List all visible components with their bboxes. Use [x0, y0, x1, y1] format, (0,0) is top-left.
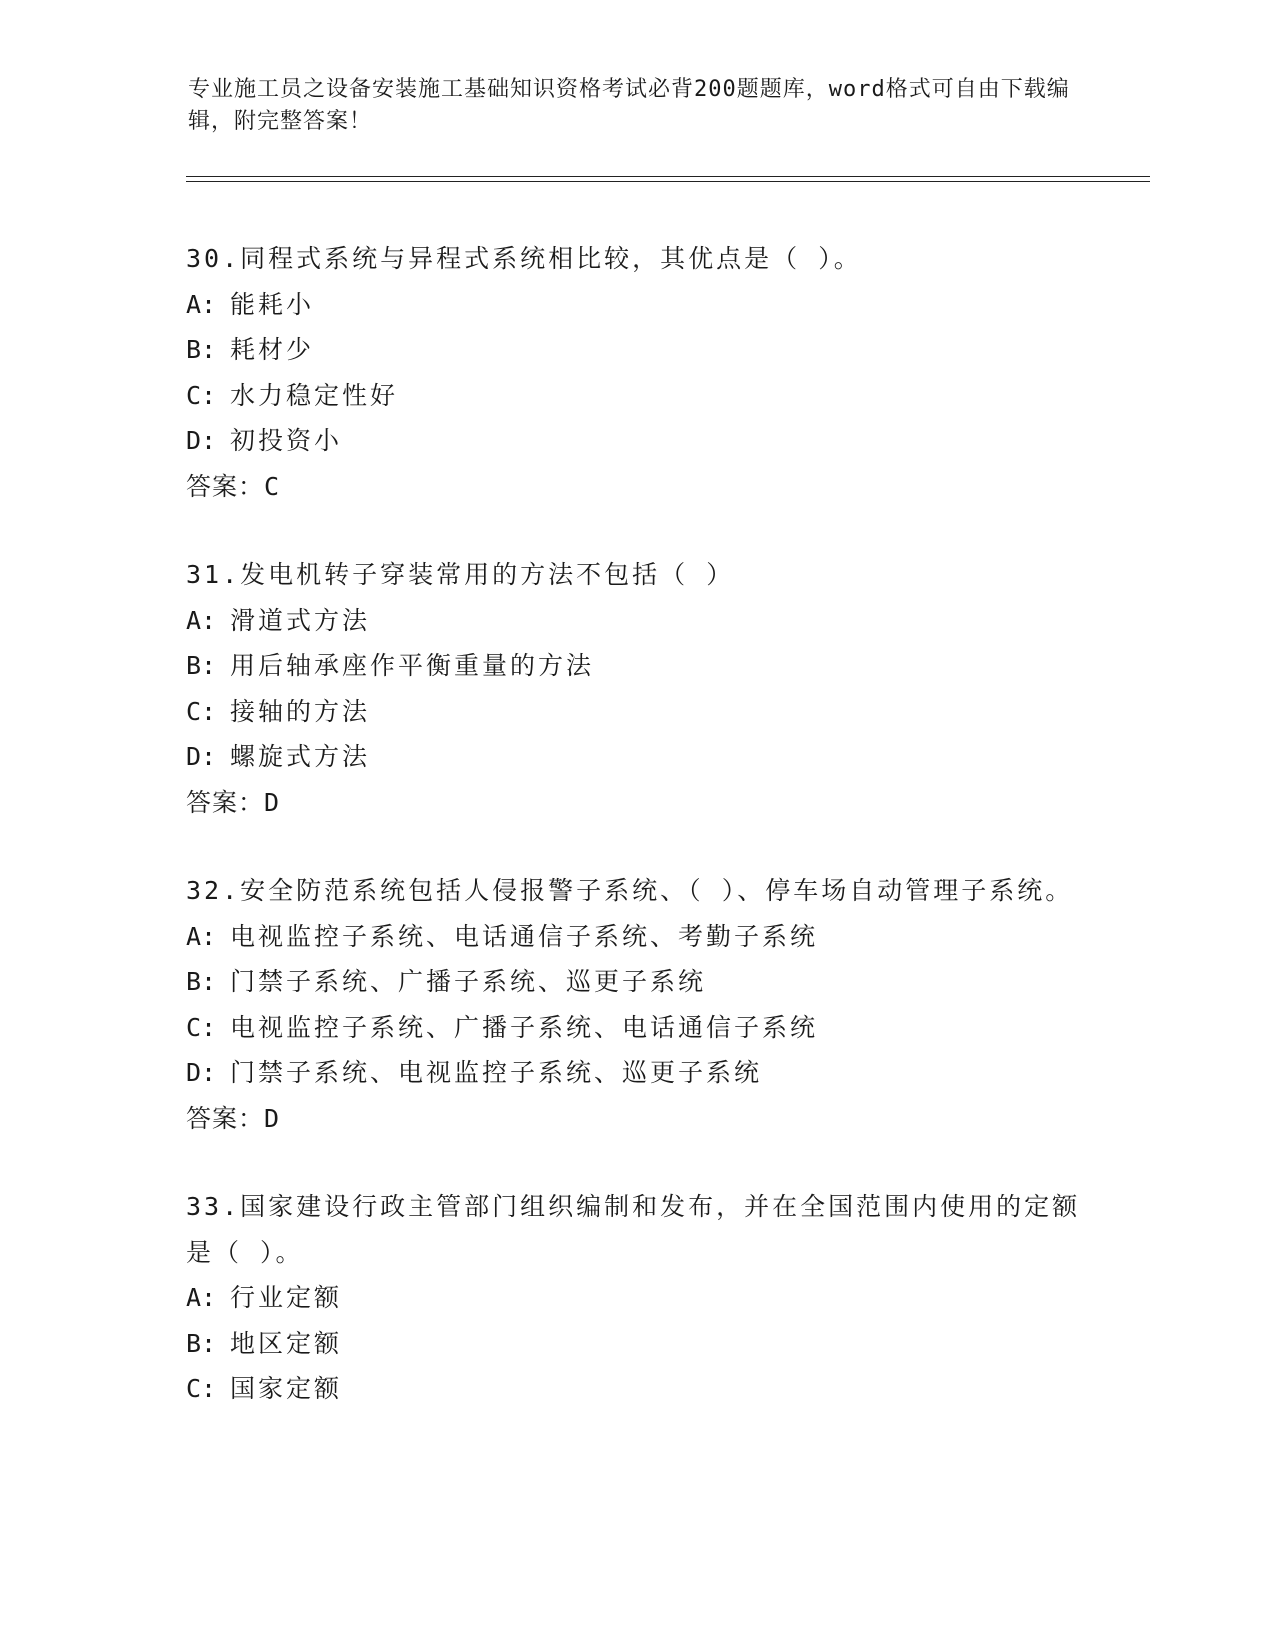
- option-text: 门禁子系统、广播子系统、巡更子系统: [230, 967, 707, 996]
- option-text: 门禁子系统、电视监控子系统、巡更子系统: [230, 1058, 763, 1087]
- option-a: [186, 598, 1086, 644]
- question-stem: 安全防范系统包括人侵报警子系统、（ ）、停车场自动管理子系统。: [240, 876, 1074, 905]
- option-text: 行业定额: [230, 1283, 343, 1312]
- question-33: [186, 1184, 1086, 1412]
- option-d: [186, 1050, 1086, 1096]
- option-c: [186, 1005, 1086, 1051]
- option-text: 地区定额: [230, 1328, 343, 1358]
- question-number: 30.: [186, 244, 241, 273]
- option-text: 滑道式方法: [230, 605, 371, 635]
- answer-label: 答案：: [186, 1103, 265, 1133]
- option-text: 电视监控子系统、广播子系统、电话通信子系统: [230, 1012, 819, 1042]
- option-d: [186, 418, 1086, 464]
- question-number: 31.: [186, 560, 241, 589]
- option-text: 能耗小: [230, 289, 315, 319]
- option-text: 水力稳定性好: [230, 380, 399, 410]
- option-c: [186, 1366, 1086, 1412]
- option-letter: C:: [186, 1374, 217, 1403]
- option-c: [186, 689, 1086, 735]
- option-text: 耗材少: [230, 335, 315, 364]
- answer-value: C: [264, 471, 281, 501]
- option-b: [186, 959, 1086, 1005]
- option-letter: C:: [186, 380, 217, 410]
- question-text: [186, 552, 1086, 598]
- answer-value: D: [264, 787, 281, 817]
- answer-label: 答案：: [186, 471, 265, 501]
- option-letter: A:: [186, 605, 217, 635]
- question-32: [186, 868, 1086, 1141]
- question-stem: 同程式系统与异程式系统相比较，其优点是（ ）。: [240, 244, 862, 273]
- option-text: 螺旋式方法: [230, 742, 371, 771]
- option-letter: B:: [186, 651, 217, 680]
- question-31: [186, 552, 1086, 825]
- option-b: [186, 327, 1086, 373]
- question-number: 33.: [186, 1192, 241, 1221]
- option-letter: B:: [186, 1328, 217, 1358]
- answer-value: D: [264, 1103, 281, 1133]
- option-text: 电视监控子系统、电话通信子系统、考勤子系统: [230, 921, 819, 951]
- option-letter: D:: [186, 742, 217, 771]
- document-header: 专业施工员之设备安装施工基础知识资格考试必背200题题库，word格式可自由下载编辑，附完整答案！: [188, 77, 1070, 134]
- option-a: [186, 914, 1086, 960]
- question-text: [186, 1184, 1086, 1275]
- option-letter: A:: [186, 1283, 217, 1312]
- option-d: [186, 734, 1086, 780]
- option-letter: C:: [186, 1012, 217, 1042]
- option-text: 国家定额: [230, 1374, 343, 1403]
- answer-line: [186, 780, 1086, 826]
- header-rule-top: [186, 176, 1150, 177]
- header-rule-bottom: [186, 181, 1150, 182]
- option-b: [186, 643, 1086, 689]
- question-stem: 国家建设行政主管部门组织编制和发布，并在全国范围内使用的定额是（ ）。: [186, 1192, 1081, 1267]
- answer-line: [186, 464, 1086, 510]
- option-text: 接轴的方法: [230, 696, 371, 726]
- question-list: [186, 236, 1086, 1455]
- option-letter: A:: [186, 289, 217, 319]
- answer-line: [186, 1096, 1086, 1142]
- question-30: [186, 236, 1086, 509]
- question-stem: 发电机转子穿装常用的方法不包括（ ）: [240, 560, 735, 589]
- option-b: [186, 1321, 1086, 1367]
- option-letter: D:: [186, 1058, 217, 1087]
- option-letter: B:: [186, 967, 217, 996]
- option-c: [186, 373, 1086, 419]
- option-a: [186, 282, 1086, 328]
- option-a: [186, 1275, 1086, 1321]
- question-text: [186, 236, 1086, 282]
- option-letter: A:: [186, 921, 217, 951]
- option-text: 初投资小: [230, 426, 343, 455]
- question-text: [186, 868, 1086, 914]
- option-text: 用后轴承座作平衡重量的方法: [230, 651, 595, 680]
- question-number: 32.: [186, 876, 241, 905]
- option-letter: B:: [186, 335, 217, 364]
- option-letter: D:: [186, 426, 217, 455]
- option-letter: C:: [186, 696, 217, 726]
- answer-label: 答案：: [186, 787, 265, 817]
